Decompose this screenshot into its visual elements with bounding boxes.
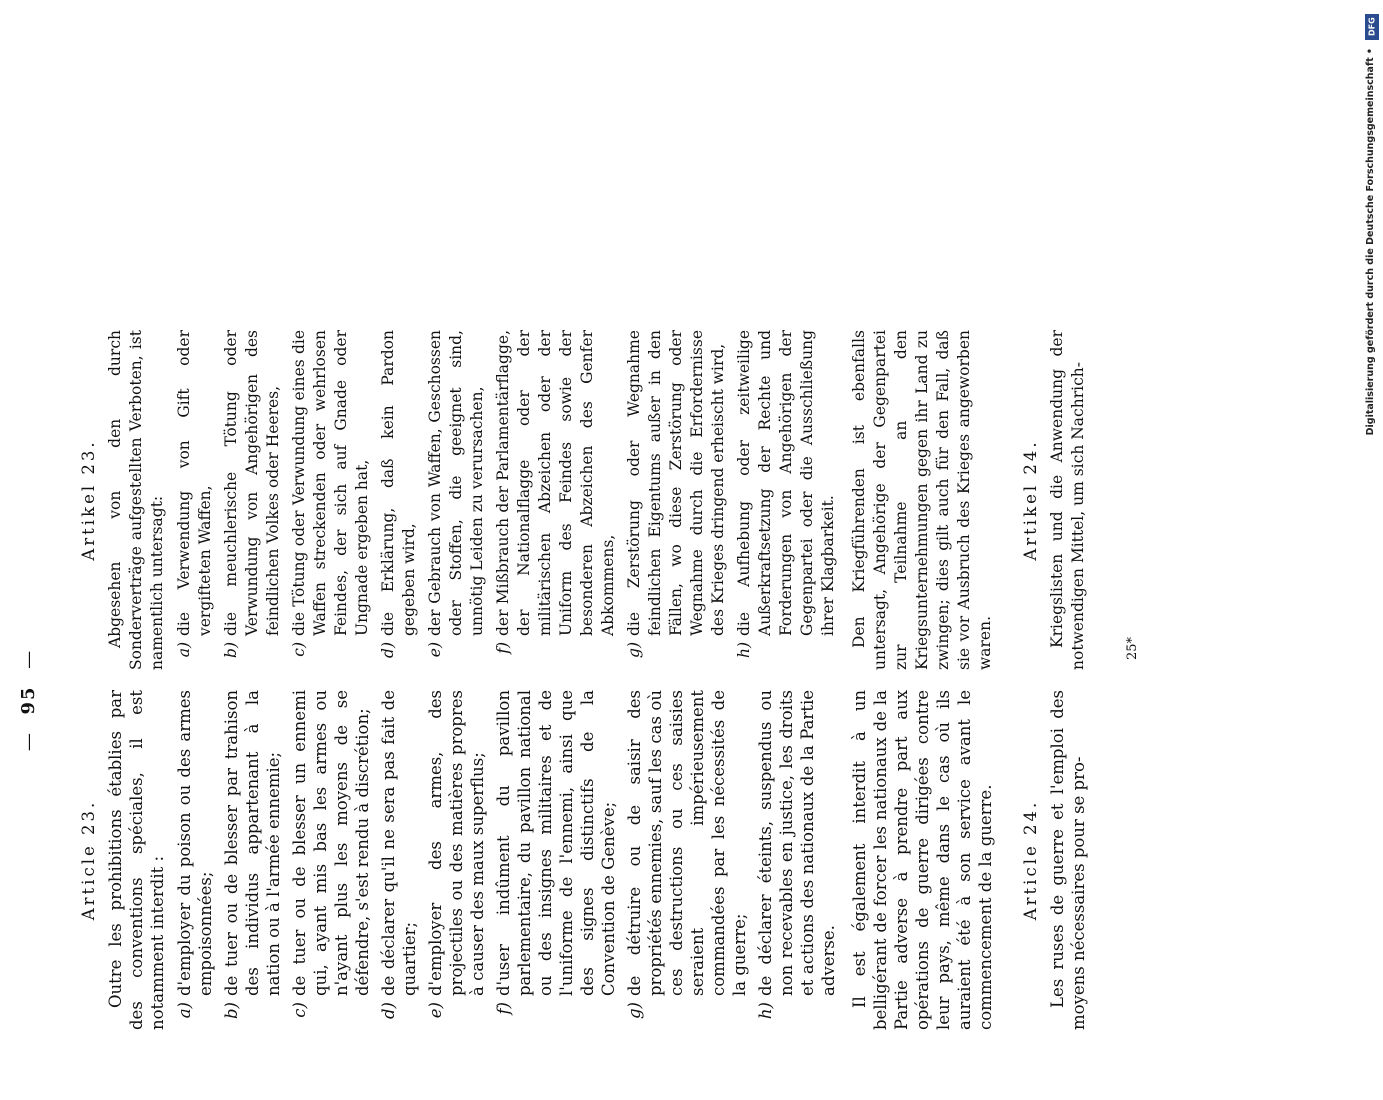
article-23-paragraph-fr: Il est également interdit à un belligérant de forcer les nationaux de la Partie adverse à prendre part aux opérations de guerre dirigées contre leur pays, même dans le cas où ils auraient été à son service avant le commencement de la guerre. [850, 690, 995, 1030]
list-item [425, 330, 488, 670]
item-label: h) [735, 642, 753, 659]
watermark-text: Digitalisierung gefördert durch die Deutsche Forschungsgemeinschaft • [1365, 48, 1376, 436]
item-text: die meuchlerische Tötung oder Verwundung von Angehörigen des feindlichen Volkes oder Heeres, [222, 330, 282, 636]
page-header [18, 300, 39, 1100]
item-text: der Gebrauch von Waffen, Geschossen oder Stoffen, die geeignet sind, unnötig Leiden zu verursachen, [426, 330, 486, 636]
item-label: d) [379, 1002, 398, 1019]
french-column [78, 690, 1095, 1030]
item-label: a) [175, 642, 193, 658]
list-item [221, 690, 284, 1030]
item-label: c) [290, 642, 308, 657]
item-label: e) [426, 1002, 445, 1019]
article-23-intro-de: Abgesehen von den durch Sonderverträge aufgestellten Verboten, ist namentlich untersagt: [106, 330, 166, 670]
item-text: die Tötung oder Verwundung eines die Waffen streckenden oder wehrlosen Feindes, der sich auf Gnade oder Ungnade ergeben hat, [290, 330, 371, 636]
header-dash-right: — [18, 648, 39, 669]
item-label: f) [494, 1002, 513, 1015]
list-item [624, 690, 750, 1030]
dfg-watermark [1365, 8, 1379, 436]
item-text: de déclarer qu'il ne sera pas fait de quartier; [379, 690, 419, 996]
article-24-title-de: Artikel 24. [1021, 439, 1040, 561]
list-item [755, 690, 839, 1030]
german-column [78, 330, 1095, 670]
article-23-title-fr: Article 23. [79, 799, 98, 921]
list-item [174, 690, 216, 1030]
item-text: de détruire ou de saisir des propriétés ennemies, sauf les cas où ces destructions ou ces saisies seraient impérieusement commandées par les nécessités de la guerre; [625, 690, 749, 996]
item-label: g) [625, 1002, 644, 1019]
list-item [493, 330, 619, 670]
sheet-signature-mark: 25* [1125, 636, 1140, 660]
article-23-intro-fr: Outre les prohibitions établies par des conventions spéciales, il est notamment interdit : [106, 690, 167, 1030]
item-label: h) [756, 1002, 775, 1020]
item-text: die Zerstörung oder Wegnahme feindlichen Eigentums außer in den Fällen, wo diese Zerstörung oder Wegnahme durch die Erfordernisse des Krieges dringend erheischt wird, [625, 330, 727, 636]
item-text: d'employer des armes, des projectiles ou des matières propres à causer des maux superflus; [426, 690, 487, 996]
item-label: b) [222, 1002, 241, 1019]
list-item [425, 690, 488, 1030]
item-text: die Erklärung, daß kein Pardon gegeben wird, [379, 330, 418, 636]
item-text: der Mißbrauch der Parlamentärflagge, der Nationalflagge oder der militärischen Abzeichen oder der Uniform des Feindes sowie der besonderen Abzeichen des Genfer Abkommens, [494, 330, 617, 636]
item-label: d) [379, 642, 397, 658]
list-item [221, 330, 284, 670]
item-label: f) [494, 642, 512, 654]
item-label: c) [290, 1002, 309, 1018]
list-item [289, 690, 373, 1030]
list-item [378, 690, 420, 1030]
item-label: g) [625, 642, 643, 658]
item-label: e) [426, 642, 444, 658]
dfg-logo: DFG [1365, 14, 1379, 40]
list-item [378, 330, 420, 670]
article-23-paragraph-de: Den Kriegführenden ist ebenfalls untersagt, Angehörige der Gegenpartei zur Teilnahme an den Kriegsunternehmungen gegen ihr Land zu zwingen; dies gilt auch für den Fall, daß sie vor Ausbruch des Krieges angeworben waren. [850, 330, 994, 670]
list-item [493, 690, 619, 1030]
rotated-page [0, 300, 1200, 1100]
list-item [289, 330, 373, 670]
item-text: d'user indûment du pavillon parlementaire, du pavillon national ou des insignes militaires et de l'uniforme de l'ennemi, ainsi que des signes distinctifs de la Convention de Genève; [494, 690, 618, 996]
item-text: de déclarer éteints, suspendus ou non recevables en justice, les droits et actions des nationaux de la Partie adverse. [756, 690, 838, 996]
item-text: die Verwendung von Gift oder vergifteten Waffen, [175, 330, 214, 636]
header-dash-left: — [18, 731, 39, 752]
article-24-text-fr: Les ruses de guerre et l'emploi des moyens nécessaires pour se pro- [1048, 690, 1088, 1030]
item-label: b) [222, 642, 240, 658]
item-text: d'employer du poison ou des armes empoisonnées; [175, 690, 215, 996]
article-24-text-de: Kriegslisten und die Anwendung der notwendigen Mittel, um sich Nachrich- [1048, 330, 1087, 670]
page-number: 95 [18, 685, 39, 715]
item-text: die Aufhebung oder zeitweilige Außerkraftsetzung der Rechte und Forderungen von Angehörigen der Gegenpartei oder die Ausschließung ihrer Klagbarkeit. [735, 330, 837, 636]
article-24-title-fr: Article 24. [1021, 799, 1040, 921]
article-23-title-de: Artikel 23. [79, 439, 98, 561]
item-text: de tuer ou de blesser un ennemi qui, ayant mis bas les armes ou n'ayant plus les moyens de se défendre, s'est rendu à discrétion; [290, 690, 372, 996]
list-item [174, 330, 216, 670]
item-label: a) [175, 1002, 194, 1019]
list-item [734, 330, 839, 670]
list-item [624, 330, 729, 670]
item-text: de tuer ou de blesser par trahison des individus appartenant à la nation ou à l'armée ennemie; [222, 690, 283, 996]
